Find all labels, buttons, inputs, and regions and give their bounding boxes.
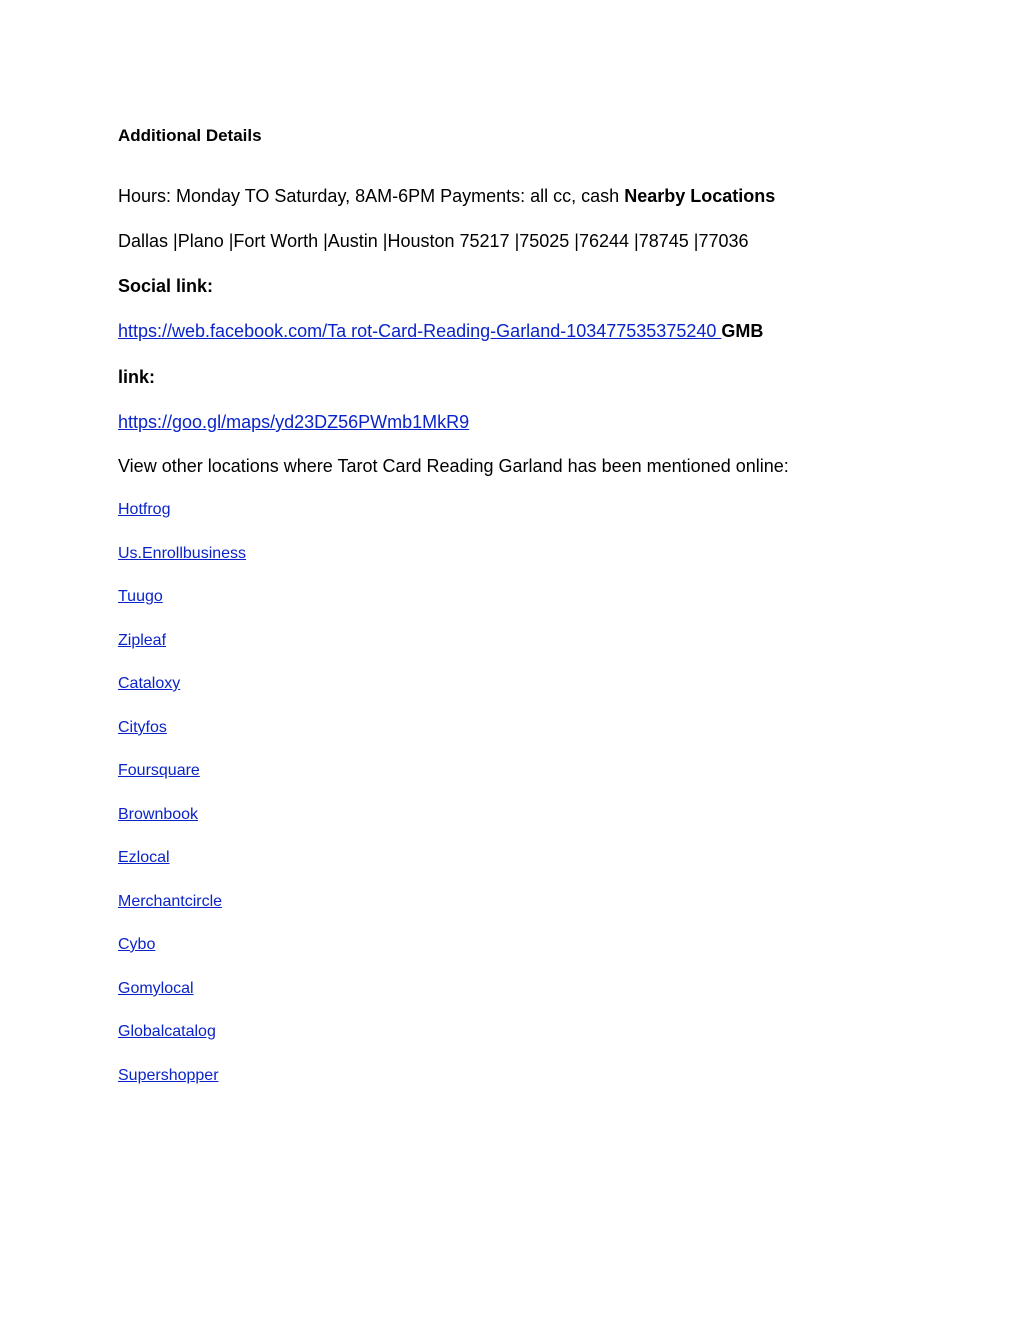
- list-item: [118, 979, 194, 999]
- mention-link-brownbook[interactable]: Brownbook: [118, 806, 199, 823]
- list-item: [118, 500, 170, 520]
- mention-link-gomylocal[interactable]: Gomylocal: [118, 980, 194, 997]
- mentions-intro: View other locations where Tarot Card Reading Garland has been mentioned online:: [118, 456, 789, 476]
- list-item: [118, 718, 167, 738]
- gmb-label: GMB: [721, 321, 764, 341]
- mention-link-hotfrog[interactable]: Hotfrog: [118, 501, 171, 518]
- list-item: [118, 761, 200, 781]
- section-heading: Additional Details: [118, 126, 262, 145]
- mention-link-globalcatalog[interactable]: Globalcatalog: [118, 1023, 216, 1040]
- gmb-link-label: link:: [118, 367, 156, 387]
- list-item: [118, 587, 163, 607]
- list-item: [118, 848, 170, 868]
- hours-paragraph: [118, 185, 775, 207]
- list-item: [118, 935, 155, 955]
- mention-link-us-enrollbusiness[interactable]: Us.Enrollbusiness: [118, 545, 247, 562]
- mention-link-cataloxy[interactable]: Cataloxy: [118, 675, 181, 692]
- mention-link-merchantcircle[interactable]: Merchantcircle: [118, 893, 223, 910]
- mention-link-zipleaf[interactable]: Zipleaf: [118, 632, 167, 649]
- list-item: [118, 1066, 219, 1086]
- facebook-link[interactable]: https://web.facebook.com/Ta rot-Card-Reading-Garland-103477535375240: [118, 321, 722, 341]
- google-maps-link[interactable]: https://goo.gl/maps/yd23DZ56PWmb1MkR9: [118, 412, 470, 432]
- list-item: [118, 631, 166, 651]
- locations-text: Dallas |Plano |Fort Worth |Austin |Houston 75217 |75025 |76244 |78745 |77036: [118, 231, 749, 251]
- list-item: [118, 892, 222, 912]
- mention-link-cityfos[interactable]: Cityfos: [118, 719, 167, 736]
- hours-text: Hours: Monday TO Saturday, 8AM-6PM Payments: all cc, cash: [118, 186, 625, 206]
- nearby-locations-label: Nearby Locations: [624, 186, 776, 206]
- mention-link-tuugo[interactable]: Tuugo: [118, 588, 163, 605]
- list-item: [118, 674, 180, 694]
- social-link-label: Social link:: [118, 276, 214, 296]
- facebook-paragraph: [118, 320, 763, 342]
- mention-link-cybo[interactable]: Cybo: [118, 936, 156, 953]
- maps-paragraph: [118, 411, 469, 433]
- list-item: [118, 544, 246, 564]
- mention-link-foursquare[interactable]: Foursquare: [118, 762, 200, 779]
- list-item: [118, 1022, 216, 1042]
- mention-link-supershopper[interactable]: Supershopper: [118, 1067, 219, 1084]
- mention-link-ezlocal[interactable]: Ezlocal: [118, 849, 170, 866]
- list-item: [118, 805, 198, 825]
